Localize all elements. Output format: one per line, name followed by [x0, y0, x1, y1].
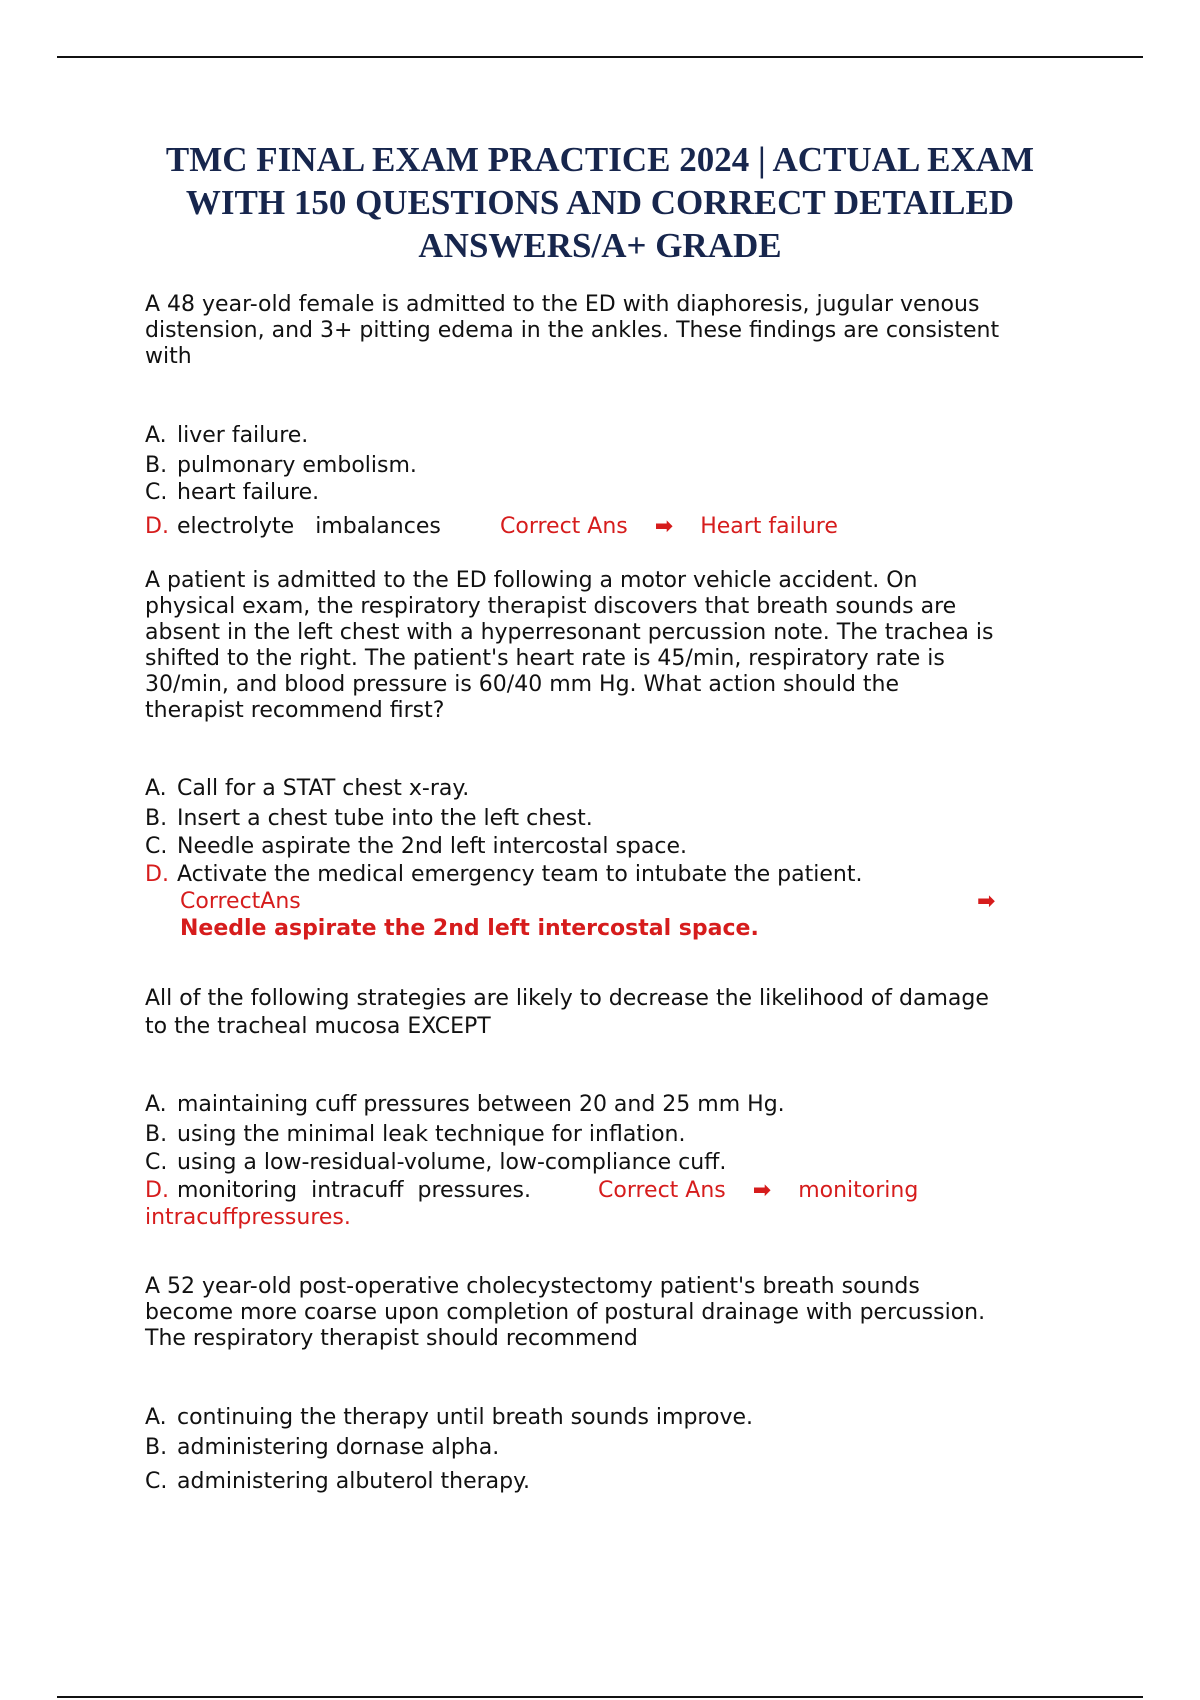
- option-text: heart failure.: [177, 480, 320, 505]
- option-letter: C.: [145, 1469, 168, 1494]
- question-2-option-c: [145, 833, 687, 861]
- stem-line: shifted to the right. The patient's heart rate is 45/min, respiratory rate is: [145, 646, 945, 671]
- stem-line: A 52 year-old post-operative cholecystectomy patient's breath sounds: [145, 1274, 920, 1299]
- option-text: pulmonary embolism.: [177, 453, 417, 478]
- question-1-option-d: [145, 513, 441, 541]
- question-1-option-c: [145, 479, 319, 507]
- option-letter: D.: [145, 1178, 169, 1203]
- option-text: Insert a chest tube into the left chest.: [177, 806, 593, 831]
- stem-line: absent in the left chest with a hyperresonant percussion note. The trachea is: [145, 620, 994, 645]
- option-letter: C.: [145, 1150, 168, 1175]
- option-letter: B.: [145, 1122, 168, 1147]
- option-letter: D.: [145, 514, 169, 539]
- question-3-option-d: [145, 1177, 531, 1205]
- question-3-option-c: [145, 1149, 726, 1177]
- arrow-right-icon: ➡: [752, 1178, 772, 1203]
- question-1-option-b: [145, 452, 417, 480]
- question-1-answer: [500, 513, 838, 541]
- answer-text: Heart failure: [700, 514, 838, 539]
- question-3-answer-continued: intracuffpressures.: [145, 1205, 351, 1230]
- option-letter: A.: [145, 1405, 167, 1430]
- title-line: ANSWERS/A+ GRADE: [418, 226, 782, 265]
- top-rule: [57, 56, 1143, 58]
- option-text: Activate the medical emergency team to intubate the patient.: [177, 862, 863, 887]
- question-4-option-b: [145, 1434, 499, 1462]
- question-4-stem: [145, 1274, 1105, 1352]
- option-text: continuing the therapy until breath sounds improve.: [177, 1405, 753, 1430]
- document-title: [100, 138, 1100, 267]
- option-letter: C.: [145, 834, 168, 859]
- option-letter: A.: [145, 1092, 167, 1117]
- option-text: Needle aspirate the 2nd left intercostal space.: [177, 834, 687, 859]
- option-text: maintaining cuff pressures between 20 and 25 mm Hg.: [177, 1092, 785, 1117]
- question-3-answer: [598, 1177, 918, 1205]
- question-1-stem: [145, 292, 1105, 370]
- question-3-option-b: [145, 1121, 685, 1149]
- title-line: TMC FINAL EXAM PRACTICE 2024 | ACTUAL EXAM: [165, 140, 1035, 179]
- option-text: electrolyte imbalances: [177, 514, 441, 539]
- option-text: administering albuterol therapy.: [177, 1469, 530, 1494]
- option-text: administering dornase alpha.: [177, 1435, 500, 1460]
- option-text: using a low-residual-volume, low-compliance cuff.: [177, 1150, 727, 1175]
- bottom-rule: [57, 1696, 1143, 1698]
- answer-label: Correct Ans: [598, 1178, 726, 1203]
- stem-line: The respiratory therapist should recommend: [145, 1326, 638, 1351]
- question-1-option-a: [145, 422, 308, 450]
- option-letter: B.: [145, 1435, 168, 1460]
- option-text: Call for a STAT chest x-ray.: [177, 776, 470, 801]
- arrow-right-icon: ➡: [977, 889, 996, 914]
- answer-text: monitoring: [798, 1178, 919, 1203]
- question-2-stem: [145, 568, 1105, 724]
- stem-line: to the tracheal mucosa EXCEPT: [145, 1014, 491, 1039]
- stem-line: with: [145, 344, 192, 369]
- question-3-stem: [145, 985, 1105, 1041]
- stem-line: therapist recommend first?: [145, 698, 445, 723]
- question-4-option-a: [145, 1404, 753, 1432]
- option-letter: B.: [145, 806, 168, 831]
- answer-label: Correct Ans: [500, 514, 628, 539]
- stem-line: A 48 year-old female is admitted to the ED with diaphoresis, jugular venous: [145, 292, 980, 317]
- option-letter: B.: [145, 453, 168, 478]
- option-text: liver failure.: [177, 423, 309, 448]
- question-4-option-c: [145, 1468, 530, 1496]
- stem-line: become more coarse upon completion of postural drainage with percussion.: [145, 1300, 986, 1325]
- question-2-option-d: [145, 861, 862, 889]
- option-text: monitoring intracuff pressures.: [177, 1178, 531, 1203]
- option-letter: C.: [145, 480, 168, 505]
- option-letter: A.: [145, 776, 167, 801]
- question-2-answer-label: CorrectAns: [180, 889, 301, 914]
- arrow-right-icon: ➡: [654, 514, 674, 539]
- option-letter: A.: [145, 423, 167, 448]
- question-2-option-b: [145, 805, 593, 833]
- title-line: WITH 150 QUESTIONS AND CORRECT DETAILED: [185, 183, 1015, 222]
- stem-line: 30/min, and blood pressure is 60/40 mm Hg. What action should the: [145, 672, 900, 697]
- stem-line: All of the following strategies are likely to decrease the likelihood of damage: [145, 986, 989, 1011]
- option-letter: D.: [145, 862, 169, 887]
- question-3-option-a: [145, 1091, 785, 1119]
- stem-line: distension, and 3+ pitting edema in the ankles. These findings are consistent: [145, 318, 1000, 343]
- stem-line: physical exam, the respiratory therapist discovers that breath sounds are: [145, 594, 957, 619]
- question-2-option-a: [145, 775, 469, 803]
- stem-line: A patient is admitted to the ED following a motor vehicle accident. On: [145, 568, 918, 593]
- question-2-answer-text: Needle aspirate the 2nd left intercostal space.: [180, 916, 759, 941]
- option-text: using the minimal leak technique for inflation.: [177, 1122, 686, 1147]
